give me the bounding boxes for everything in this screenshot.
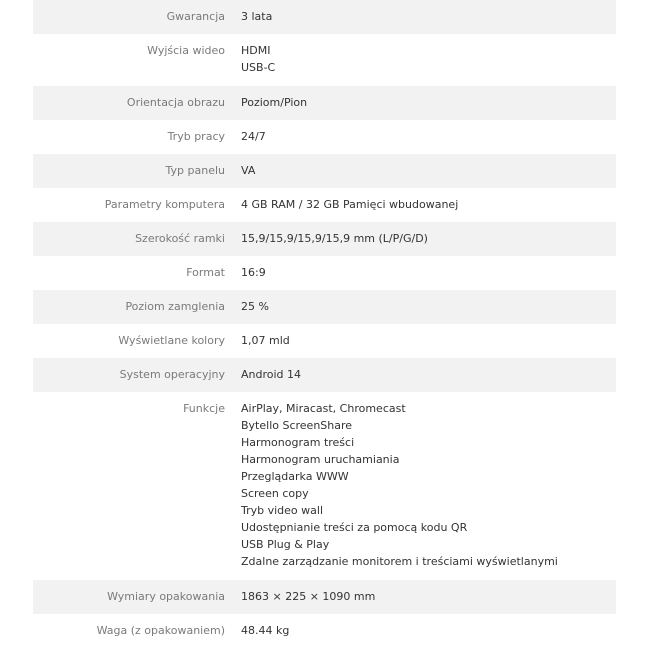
spec-label: Waga (z opakowaniem) — [96, 624, 225, 637]
spec-value: 16:9 — [241, 266, 266, 279]
spec-row — [33, 324, 616, 358]
spec-values — [241, 264, 266, 281]
spec-value: Screen copy — [241, 487, 309, 500]
spec-row — [33, 86, 616, 120]
spec-row — [33, 614, 616, 648]
spec-label: Orientacja obrazu — [126, 96, 225, 109]
spec-value: Tryb video wall — [241, 504, 324, 517]
spec-label: Funkcje — [183, 402, 225, 415]
spec-value: Udostępnianie treści za pomocą kodu QR — [241, 521, 468, 534]
spec-label: Tryb pracy — [167, 130, 225, 143]
spec-value: Android 14 — [241, 368, 302, 381]
spec-value: 15,9/15,9/15,9/15,9 mm (L/P/G/D) — [241, 232, 428, 245]
spec-row — [33, 392, 616, 580]
spec-values — [241, 400, 558, 570]
spec-label: Wymiary opakowania — [107, 590, 225, 603]
spec-value: 1,07 mld — [241, 334, 290, 347]
spec-row — [33, 256, 616, 290]
spec-row — [33, 290, 616, 324]
spec-label: Szerokość ramki — [135, 232, 225, 245]
spec-value: Przeglądarka WWW — [241, 470, 349, 483]
spec-value: AirPlay, Miracast, Chromecast — [241, 402, 406, 415]
spec-values — [241, 366, 301, 383]
spec-values — [241, 42, 275, 76]
spec-values — [241, 622, 289, 639]
spec-values — [241, 230, 428, 247]
spec-label: Poziom zamglenia — [125, 300, 225, 313]
spec-label: Format — [186, 266, 225, 279]
spec-label: Wyjścia wideo — [147, 44, 225, 57]
spec-row — [33, 120, 616, 154]
spec-row — [33, 0, 616, 34]
spec-values — [241, 196, 458, 213]
spec-value: 1863 × 225 × 1090 mm — [241, 590, 376, 603]
spec-value: HDMI — [241, 44, 271, 57]
spec-label: System operacyjny — [119, 368, 225, 381]
specifications-table — [33, 0, 616, 648]
spec-row — [33, 358, 616, 392]
spec-values — [241, 8, 272, 25]
spec-row — [33, 188, 616, 222]
spec-label: Wyświetlane kolory — [118, 334, 225, 347]
spec-value: 25 % — [241, 300, 269, 313]
spec-row — [33, 222, 616, 256]
spec-row — [33, 34, 616, 86]
spec-value: USB Plug & Play — [241, 538, 330, 551]
spec-value: Harmonogram uruchamiania — [241, 453, 400, 466]
spec-values — [241, 332, 290, 349]
spec-row — [33, 154, 616, 188]
spec-values — [241, 298, 269, 315]
spec-value: 3 lata — [241, 10, 273, 23]
spec-value: 4 GB RAM / 32 GB Pamięci wbudowanej — [241, 198, 459, 211]
spec-label: Gwarancja — [166, 10, 225, 23]
spec-label: Typ panelu — [165, 164, 225, 177]
spec-values — [241, 128, 266, 145]
spec-row — [33, 580, 616, 614]
spec-value: Poziom/Pion — [241, 96, 308, 109]
spec-value: 24/7 — [241, 130, 266, 143]
spec-value: Harmonogram treści — [241, 436, 355, 449]
spec-value: Zdalne zarządzanie monitorem i treściami wyświetlanymi — [241, 555, 558, 568]
spec-value: USB-C — [241, 61, 276, 74]
spec-value: 48.44 kg — [241, 624, 290, 637]
spec-value: VA — [241, 164, 256, 177]
spec-label: Parametry komputera — [104, 198, 225, 211]
spec-values — [241, 588, 375, 605]
spec-values — [241, 162, 255, 179]
spec-values — [241, 94, 307, 111]
spec-value: Bytello ScreenShare — [241, 419, 353, 432]
